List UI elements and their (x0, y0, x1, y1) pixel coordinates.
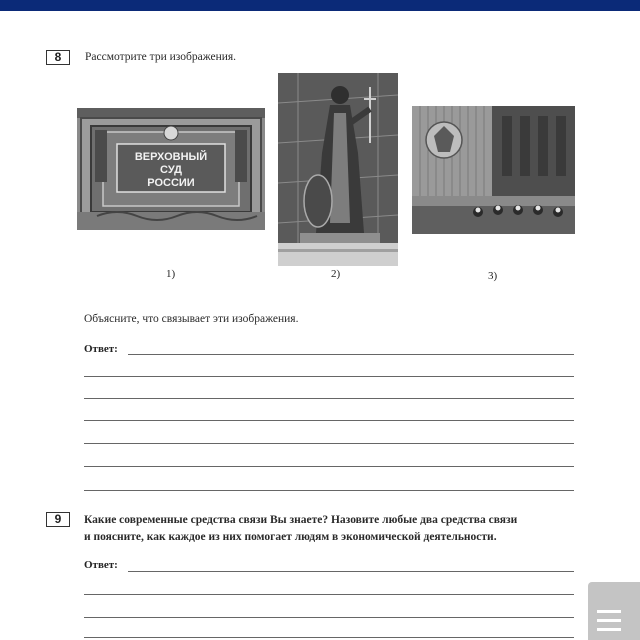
answer-line[interactable] (84, 637, 574, 638)
answer-line[interactable] (84, 376, 574, 377)
question-9-prompt-line-1: Какие современные средства связи Вы знаете? Назовите любые два средства связи (84, 514, 518, 526)
question-8-number: 8 (46, 50, 70, 65)
question-8-answer-label: Ответ: (84, 343, 118, 355)
answer-line[interactable] (84, 617, 574, 618)
question-8-instruction: Объясните, что связывает эти изображения. (84, 313, 299, 325)
image-courtroom (412, 106, 575, 234)
hamburger-icon (597, 619, 621, 622)
answer-line[interactable] (84, 594, 574, 595)
image-themis-statue (278, 73, 398, 266)
menu-button[interactable] (588, 582, 640, 640)
question-9-prompt-line-2: и поясните, как каждое из них помогает людям в экономической деятельности. (84, 531, 497, 543)
answer-line[interactable] (128, 571, 574, 572)
top-bar (0, 0, 640, 11)
hamburger-icon (597, 628, 621, 631)
image-2-caption: 2) (331, 268, 341, 280)
question-8-prompt: Рассмотрите три изображения. (85, 51, 237, 63)
sign-line-1: ВЕРХОВНЫЙ (134, 151, 208, 163)
answer-line[interactable] (84, 420, 574, 421)
answer-line[interactable] (84, 466, 574, 467)
sign-line-2: СУД (160, 164, 182, 176)
question-9-answer-label: Ответ: (84, 559, 118, 571)
answer-line[interactable] (84, 398, 574, 399)
answer-line[interactable] (84, 490, 574, 491)
question-9-number: 9 (46, 512, 70, 527)
answer-line[interactable] (128, 354, 574, 355)
image-3-caption: 3) (488, 270, 498, 282)
sign-line-3: РОССИИ (147, 177, 195, 189)
hamburger-icon (597, 610, 621, 613)
answer-line[interactable] (84, 443, 574, 444)
image-supreme-court-sign (77, 108, 265, 230)
image-1-caption: 1) (166, 268, 176, 280)
